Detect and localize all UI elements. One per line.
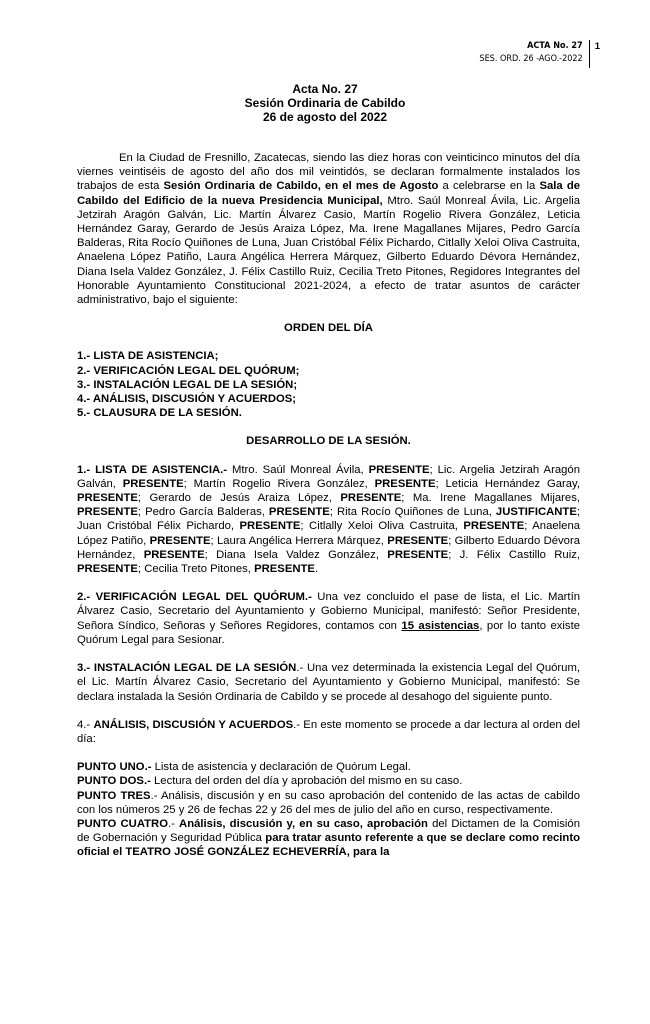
- orden-item: 2.- VERIFICACIÓN LEGAL DEL QUÓRUM;: [77, 364, 300, 377]
- attendee: Gerardo de Jesús Araiza López, PRESENTE;: [149, 492, 413, 505]
- orden-item: 3.- INSTALACIÓN LEGAL DE LA SESIÓN;: [77, 378, 298, 391]
- attendee: Pedro García Balderas, PRESENTE;: [145, 506, 337, 519]
- attendee: Citlally Xeloi Oliva Castruita, PRESENTE;: [309, 520, 533, 533]
- page-header: [479, 40, 600, 68]
- attendance-count: 15 asistencias: [401, 619, 480, 632]
- attendee: Rita Rocío Quiñones de Luna, JUSTIFICANTE;: [337, 506, 581, 519]
- document-title: [0, 82, 650, 124]
- attendee: Diana Isela Valdez González, PRESENTE;: [216, 548, 460, 561]
- title-line2: Sesión Ordinaria de Cabildo: [244, 96, 406, 110]
- quorum-paragraph: 2.- VERIFICACIÓN LEGAL DEL QUÓRUM.- Una vez concluido el pase de lista, el Lic. Martín Álvarez Casio, Secretario del Ayuntamiento y Gobierno Municipal, manifestó: Señor Presidente, Señora Síndico, Señoras y Señores Regidores, contamos con 15 asistencias, por lo tanto existe Quórum Legal para Sesionar.: [77, 591, 581, 646]
- instalacion-paragraph: 3.- INSTALACIÓN LEGAL DE LA SESIÓN.- Una vez determinada la existencia Legal del Quórum, el Lic. Martín Álvarez Casio, Secretario del Ayuntamiento y Gobierno Municipal, manifestó: Se declara instalada la Sesión Ordinaria de Cabildo y se procede al desahogo del siguiente punto.: [77, 662, 580, 703]
- attendee: Anaelena López Patiño, PRESENTE;: [77, 520, 581, 547]
- intro-paragraph: En la Ciudad de Fresnillo, Zacatecas, siendo las diez horas con veinticinco minutos del día viernes veintiséis de agosto del año dos mil veintidós, se declaran formalmente instalados los trabajos de esta Sesión Ordinaria de Cabildo, en el mes de Agosto a celebrarse en la Sala de Cabildo del Edificio de la nueva Presidencia Municipal, Mtro. Saúl Monreal Ávila, Lic. Argelia Jetzirah Aragón Galván, Lic. Martín Álvarez Casio, Martín Rogelio Rivera González, Leticia Hernández Garay, Gerardo de Jesús Araiza López, Ma. Irene Magallanes Mijares, Pedro García Balderas, Rita Rocío Quiñones de Luna, Juan Cristóbal Félix Pichardo, Citlally Xeloi Oliva Castruita, Anaelena López Patiño, Laura Angélica Herrera Márquez, Gilberto Eduardo Dévora Hernández, Diana Isela Valdez González, J. Félix Castillo Ruiz, Cecilia Treto Pitones, Regidores Integrantes del Honorable Ayuntamiento Constitucional 2021-2024, a efecto de tratar asuntos de carácter administrativo, bajo el siguiente:: [77, 152, 581, 307]
- orden-heading: ORDEN DEL DÍA: [284, 322, 373, 335]
- attendee: Gilberto Eduardo Dévora Hernández, PRESENTE;: [77, 534, 580, 561]
- punto-uno: PUNTO UNO.- Lista de asistencia y declaración de Quórum Legal.: [77, 761, 411, 774]
- attendee: J. Félix Castillo Ruiz, PRESENTE;: [77, 548, 580, 576]
- attendee: Ma. Irene Magallanes Mijares, PRESENTE;: [77, 492, 581, 519]
- header-acta: ACTA No. 27: [527, 41, 583, 51]
- title-line3: 26 de agosto del 2022: [262, 110, 388, 124]
- title-line1: Acta No. 27: [292, 82, 358, 96]
- orden-item: 5.- CLAUSURA DE LA SESIÓN.: [77, 407, 242, 420]
- page-number: 1: [594, 41, 600, 52]
- header-session: SES. ORD. 26 -AGO.-2022: [479, 54, 583, 64]
- attendee: Lic. Argelia Jetzirah Aragón Galván, PRESENTE;: [77, 463, 580, 490]
- orden-item: 4.- ANÁLISIS, DISCUSIÓN Y ACUERDOS;: [77, 393, 297, 406]
- punto-tres: PUNTO TRES.- Análisis, discusión y en su caso aprobación del contenido de las actas de cabildo con los números 25 y 26 de fechas 22 y 26 del mes de julio del año en curso, respectivamente.: [77, 789, 581, 816]
- orden-item: 1.- LISTA DE ASISTENCIA;: [77, 350, 219, 363]
- attendee: Martín Rogelio Rivera González, PRESENTE;: [193, 477, 446, 490]
- attendee: Mtro. Saúl Monreal Ávila, PRESENTE;: [227, 463, 438, 476]
- orden-list: [77, 349, 580, 420]
- asistencia-paragraph: 1.- LISTA DE ASISTENCIA.- Mtro. Saúl Monreal Ávila, PRESENTE; Lic. Argelia Jetzirah Aragón Galván, PRESENTE; Martín Rogelio Rivera González, PRESENTE; Leticia Hernández Garay, PRESENTE; Gerardo de Jesús Araiza López, PRESENTE; Ma. Irene Magallanes Mijares, PRESENTE; Pedro García Balderas, PRESENTE; Rita Rocío Quiñones de Luna, JUSTIFICANTE; Juan Cristóbal Félix Pichardo, PRESENTE; Citlally Xeloi Oliva Castruita, PRESENTE; Anaelena López Patiño, PRESENTE; Laura Angélica Herrera Márquez, PRESENTE; Gilberto Eduardo Dévora Hernández, PRESENTE; Diana Isela Valdez González, PRESENTE; J. Félix Castillo Ruiz, PRESENTE; Cecilia Treto Pitones, PRESENTE.: [77, 463, 581, 576]
- attendee: Leticia Hernández Garay, PRESENTE;: [77, 477, 581, 505]
- document-body: [77, 151, 580, 860]
- attendee: Juan Cristóbal Félix Pichardo, PRESENTE;: [77, 520, 310, 533]
- punto-cuatro: PUNTO CUATRO.- Análisis, discusión y, en su caso, aprobación del Dictamen de la Comisión de Gobernación y Seguridad Pública para tratar asunto referente a que se declare como recinto oficial el TEATRO JOSÉ GONZÁLEZ ECHEVERRÍA, para la: [77, 817, 580, 859]
- desarrollo-heading: DESARROLLO DE LA SESIÓN.: [246, 435, 411, 448]
- analisis-paragraph: 4.- ANÁLISIS, DISCUSIÓN Y ACUERDOS.- En este momento se procede a dar lectura al orden del día:: [77, 718, 580, 745]
- attendee: Cecilia Treto Pitones, PRESENTE.: [144, 563, 319, 576]
- attendee: Laura Angélica Herrera Márquez, PRESENTE;: [216, 534, 455, 547]
- punto-dos: PUNTO DOS.- Lectura del orden del día y aprobación del mismo en su caso.: [77, 775, 463, 788]
